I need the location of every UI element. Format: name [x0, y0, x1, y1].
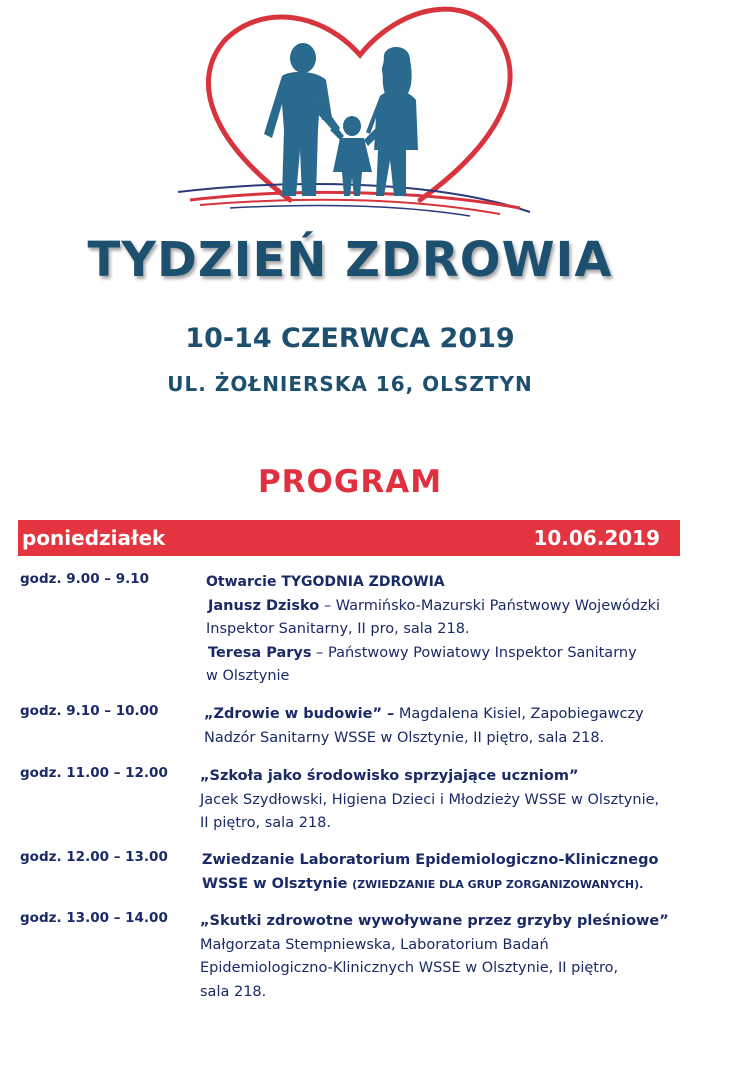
item-title: „Skutki zdrowotne wywoływane przez grzyby pleśniowe”: [200, 913, 669, 929]
item-time: godz. 9.00 – 9.10: [20, 571, 150, 587]
item-time: godz. 12.00 – 13.00: [20, 849, 168, 865]
speaker-role-cont: Inspektor Sanitarny, II pro, sala 218.: [206, 621, 470, 637]
item-detail: WSSE w Olsztynie: [202, 875, 348, 892]
speaker-role-cont: w Olsztynie: [206, 668, 290, 684]
item-note: (ZWIEDZANIE DLA GRUP ZORGANIZOWANYCH).: [352, 877, 644, 891]
event-dates: 10-14 CZERWCA 2019: [185, 323, 515, 354]
item-speaker: Jacek Szydłowski, Higiena Dzieci i Młodzieży WSSE w Olsztynie,: [200, 791, 660, 808]
item-time: godz. 11.00 – 12.00: [20, 765, 168, 781]
item-description: [204, 703, 644, 750]
item-detail-cont: sala 218.: [200, 983, 267, 1000]
item-description: [202, 849, 658, 896]
item-detail: Epidemiologiczno-Klinicznych WSSE w Olsztynie, II piętro,: [200, 960, 619, 976]
item-time: godz. 13.00 – 14.00: [20, 910, 168, 926]
speaker-name: Janusz Dzisko: [208, 597, 320, 614]
speaker-role: – Państwowy Powiatowy Inspektor Sanitarny: [311, 644, 637, 661]
item-speaker: Magdalena Kisiel, Zapobiegawczy: [394, 706, 644, 722]
day-date: 10.06.2019: [533, 526, 660, 550]
program-heading: PROGRAM: [257, 464, 443, 500]
item-title: Zwiedzanie Laboratorium Epidemiologiczno-Klinicznego: [202, 852, 659, 868]
event-address: UL. ŻOŁNIERSKA 16, OLSZTYN: [167, 372, 533, 396]
item-description: [200, 765, 659, 836]
speaker-role: – Warmińsko-Mazurski Państwowy Wojewódzki: [319, 597, 661, 614]
item-title: „Zdrowie w budowie” –: [204, 706, 395, 722]
item-detail: Nadzór Sanitarny WSSE w Olsztynie, II piętro, sala 218.: [204, 729, 605, 746]
item-detail: II piętro, sala 218.: [200, 815, 331, 831]
item-speaker: Małgorzata Stempniewska, Laboratorium Badań: [200, 936, 549, 953]
day-name: poniedziałek: [22, 526, 166, 550]
event-title: TYDZIEŃ ZDROWIA: [87, 232, 613, 288]
speaker-name: Teresa Parys: [208, 644, 312, 661]
item-description: [200, 910, 669, 1004]
item-time: godz. 9.10 – 10.00: [20, 703, 159, 719]
item-title: Otwarcie TYGODNIA ZDROWIA: [206, 574, 445, 590]
item-title: „Szkoła jako środowisko sprzyjające uczniom”: [200, 768, 579, 784]
item-description: [206, 571, 660, 689]
